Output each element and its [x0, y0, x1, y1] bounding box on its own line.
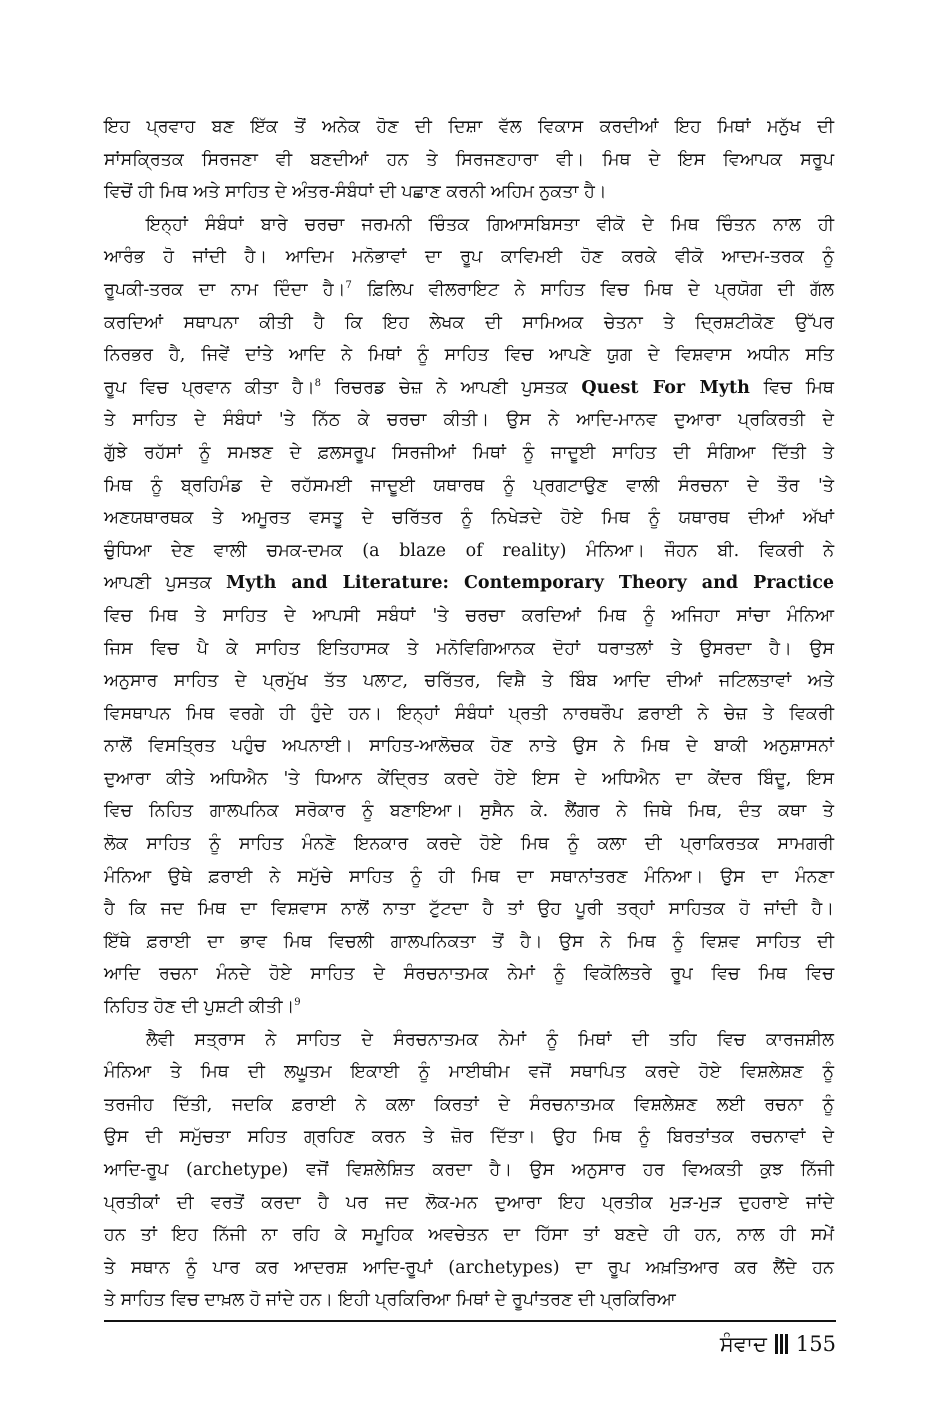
line: ਹੈ ਕਿ ਜਦ ਮਿਥ ਦਾ ਵਿਸ਼ਵਾਸ ਨਾਲੋਂ ਨਾਤਾ ਟੁੱਟਦਾ ਹੈ ਤਾਂ ਉਹ ਪੂਰੀ ਤਰ੍ਹਾਂ ਸਾਹਿਤਕ ਹੋ ਜਾਂਦੀ ਹੈ।: [104, 899, 834, 920]
book-title-quest-for-myth: Quest For Myth: [581, 377, 750, 398]
line: ਹਨ ਤਾਂ ਇਹ ਨਿੱਜੀ ਨਾ ਰਹਿ ਕੇ ਸਮੂਹਿਕ ਅਵਚੇਤਨ ਦਾ ਹਿੱਸਾ ਤਾਂ ਬਣਦੇ ਹੀ ਹਨ, ਨਾਲ ਹੀ ਸਮੇਂ: [104, 1225, 834, 1246]
paragraph-1: [104, 111, 834, 209]
paragraph-3: [104, 1024, 834, 1317]
line: ਉਸ ਦੀ ਸਮੁੱਚਤਾ ਸਹਿਤ ਗ੍ਰਹਿਣ ਕਰਨ ਤੇ ਜ਼ੋਰ ਦਿੱਤਾ। ਉਹ ਮਿਥ ਨੂੰ ਬਿਰਤਾਂਤਕ ਰਚਨਾਵਾਂ ਦੇ: [104, 1127, 834, 1148]
line: ਮੰਨਿਆ ਤੇ ਮਿਥ ਦੀ ਲਘੂਤਮ ਇਕਾਈ ਨੂੰ ਮਾਈਥੀਮ ਵਜੋਂ ਸਥਾਪਿਤ ਕਰਦੇ ਹੋਏ ਵਿਸ਼ਲੇਸ਼ਣ ਨੂੰ: [104, 1062, 834, 1083]
footnote-ref-7: 7: [345, 280, 352, 292]
line: ਲੈਵੀ ਸਤ੍ਰਾਸ ਨੇ ਸਾਹਿਤ ਦੇ ਸੰਰਚਨਾਤਮਕ ਨੇਮਾਂ ਨੂੰ ਮਿਥਾਂ ਦੀ ਤਹਿ ਵਿਚ ਕਾਰਜਸ਼ੀਲ: [146, 1029, 834, 1050]
line: ਵਿਸਥਾਪਨ ਮਿਥ ਵਰਗੇ ਹੀ ਹੁੰਦੇ ਹਨ। ਇਨ੍ਹਾਂ ਸੰਬੰਧਾਂ ਪ੍ਰਤੀ ਨਾਰਥਰੌਪ ਫ਼ਰਾਈ ਨੇ ਚੇਜ਼ ਤੇ ਵਿਕਰੀ: [104, 703, 834, 724]
line: ਗੁੱਝੇ ਰਹੱਸਾਂ ਨੂੰ ਸਮਝਣ ਦੇ ਫ਼ਲਸਰੂਪ ਸਿਰਜੀਆਂ ਮਿਥਾਂ ਨੂੰ ਜਾਦੂਈ ਸਾਹਿਤ ਦੀ ਸੰਗਿਆ ਦਿੱਤੀ ਤੇ: [104, 442, 834, 463]
line: ਨਾਲੋਂ ਵਿਸਤ੍ਰਿਤ ਪਹੁੰਚ ਅਪਨਾਈ। ਸਾਹਿਤ-ਆਲੋਚਕ ਹੋਣ ਨਾਤੇ ਉਸ ਨੇ ਮਿਥ ਦੇ ਬਾਕੀ ਅਨੁਸ਼ਾਸਨਾਂ: [104, 736, 834, 757]
line: ਚੁੰਧਿਆ ਦੇਣ ਵਾਲੀ ਚਮਕ-ਦਮਕ (a blaze of reality) ਮੰਨਿਆ। ਜੌਹਨ ਬੀ. ਵਿਕਰੀ ਨੇ: [104, 540, 834, 561]
line: ਕਰਦਿਆਂ ਸਥਾਪਨਾ ਕੀਤੀ ਹੈ ਕਿ ਇਹ ਲੇਖਕ ਦੀ ਸਾਮਿਅਕ ਚੇਤਨਾ ਤੇ ਦ੍ਰਿਸ਼ਟੀਕੋਣ ਉੱਪਰ: [104, 312, 834, 333]
line: ਅਣਯਥਾਰਥਕ ਤੇ ਅਮੂਰਤ ਵਸਤੂ ਦੇ ਚਰਿੱਤਰ ਨੂੰ ਨਿਖੇੜਦੇ ਹੋਏ ਮਿਥ ਨੂੰ ਯਥਾਰਥ ਦੀਆਂ ਅੱਖਾਂ: [104, 508, 834, 529]
line: ਤਰਜੀਹ ਦਿੱਤੀ, ਜਦਕਿ ਫ਼ਰਾਈ ਨੇ ਕਲਾ ਕਿਰਤਾਂ ਦੇ ਸੰਰਚਨਾਤਮਕ ਵਿਸ਼ਲੇਸ਼ਣ ਲਈ ਰਚਨਾ ਨੂੰ: [104, 1094, 834, 1115]
line-text: ਆਪਣੀ ਪੁਸਤਕ: [104, 573, 226, 594]
line: ਅਨੁਸਾਰ ਸਾਹਿਤ ਦੇ ਪ੍ਰਮੁੱਖ ਤੱਤ ਪਲਾਟ, ਚਰਿੱਤਰ, ਵਿਸ਼ੈ ਤੇ ਬਿੰਬ ਆਦਿ ਦੀਆਂ ਜਟਿਲਤਾਵਾਂ ਅਤੇ: [104, 671, 834, 692]
journal-name: ਸੰਵਾਦ: [719, 1332, 767, 1356]
line: ਪ੍ਰਤੀਕਾਂ ਦੀ ਵਰਤੋਂ ਕਰਦਾ ਹੈ ਪਰ ਜਦ ਲੋਕ-ਮਨ ਦੁਆਰਾ ਇਹ ਪ੍ਰਤੀਕ ਮੁੜ-ਮੁੜ ਦੁਹਰਾਏ ਜਾਂਦੇ: [104, 1192, 834, 1213]
line: ਇਨ੍ਹਾਂ ਸੰਬੰਧਾਂ ਬਾਰੇ ਚਰਚਾ ਜਰਮਨੀ ਚਿੰਤਕ ਗਿਆਸਬਿਸਤਾ ਵੀਕੋ ਦੇ ਮਿਥ ਚਿੰਤਨ ਨਾਲ ਹੀ: [146, 214, 834, 235]
line-text: ਫ਼ਿਲਿਪ ਵੀਲਰਾਇਟ ਨੇ ਸਾਹਿਤ ਵਿਚ ਮਿਥ ਦੇ ਪ੍ਰਯੋਗ ਦੀ ਗੱਲ: [351, 279, 834, 300]
book-title-myth-and-literature: Myth and Literature: Contemporary Theory and Practice: [226, 573, 834, 594]
line: ਜਿਸ ਵਿਚ ਪੈ ਕੇ ਸਾਹਿਤ ਇਤਿਹਾਸਕ ਤੇ ਮਨੋਵਿਗਿਆਨਕ ਦੋਹਾਂ ਧਰਾਤਲਾਂ ਤੇ ਉਸਰਦਾ ਹੈ। ਉਸ: [104, 638, 834, 659]
line: [104, 567, 834, 600]
line: ਤੇ ਸਾਹਿਤ ਵਿਚ ਦਾਖ਼ਲ ਹੋ ਜਾਂਦੇ ਹਨ। ਇਹੀ ਪ੍ਰਕਿਰਿਆ ਮਿਥਾਂ ਦੇ ਰੂਪਾਂਤਰਣ ਦੀ ਪ੍ਰਕਿਰਿਆ: [104, 1290, 676, 1311]
footer-rule: [104, 1320, 836, 1322]
line: [104, 274, 834, 307]
line: ਦੁਆਰਾ ਕੀਤੇ ਅਧਿਐਨ 'ਤੇ ਧਿਆਨ ਕੇਂਦ੍ਰਿਤ ਕਰਦੇ ਹੋਏ ਇਸ ਦੇ ਅਧਿਐਨ ਦਾ ਕੇਂਦਰ ਬਿੰਦੂ, ਇਸ: [104, 768, 834, 789]
line: ਤੇ ਸਾਹਿਤ ਦੇ ਸੰਬੰਧਾਂ 'ਤੇ ਨਿੱਠ ਕੇ ਚਰਚਾ ਕੀਤੀ। ਉਸ ਨੇ ਆਦਿ-ਮਾਨਵ ਦੁਆਰਾ ਪ੍ਰਕਿਰਤੀ ਦੇ: [104, 410, 834, 431]
line-text: ਰੂਪਕੀ-ਤਰਕ ਦਾ ਨਾਮ ਦਿੰਦਾ ਹੈ।: [104, 279, 346, 300]
line: ਨਿਰਭਰ ਹੈ, ਜਿਵੇਂ ਦਾਂਤੇ ਆਦਿ ਨੇ ਮਿਥਾਂ ਨੂੰ ਸਾਹਿਤ ਵਿਚ ਆਪਣੇ ਯੁਗ ਦੇ ਵਿਸ਼ਵਾਸ ਅਧੀਨ ਸਤਿ: [104, 345, 834, 366]
line: ਵਿਚ ਨਿਹਿਤ ਗਾਲਪਨਿਕ ਸਰੋਕਾਰ ਨੂੰ ਬਣਾਇਆ। ਸੁਸੈਨ ਕੇ. ਲੈਂਗਰ ਨੇ ਜਿਥੇ ਮਿਥ, ਦੰਤ ਕਥਾ ਤੇ: [104, 801, 834, 822]
line-text: ਰਿਚਰਡ ਚੇਜ਼ ਨੇ ਆਪਣੀ ਪੁਸਤਕ: [321, 377, 582, 398]
page-footer: [720, 1330, 836, 1358]
footnote-ref-9: 9: [294, 997, 301, 1009]
line: ਆਰੰਭ ਹੋ ਜਾਂਦੀ ਹੈ। ਆਦਿਮ ਮਨੋਭਾਵਾਂ ਦਾ ਰੂਪ ਕਾਵਿਮਈ ਹੋਣ ਕਰਕੇ ਵੀਕੋ ਆਦਮ-ਤਰਕ ਨੂੰ: [104, 247, 834, 268]
bars-icon: [775, 1334, 788, 1354]
line-text: ਨਿਹਿਤ ਹੋਣ ਦੀ ਪੁਸ਼ਟੀ ਕੀਤੀ।: [104, 997, 295, 1018]
line: ਆਦਿ ਰਚਨਾ ਮੰਨਦੇ ਹੋਏ ਸਾਹਿਤ ਦੇ ਸੰਰਚਨਾਤਮਕ ਨੇਮਾਂ ਨੂੰ ਵਿਕੋਲਿਤਰੇ ਰੂਪ ਵਿਚ ਮਿਥ ਵਿਚ: [104, 964, 834, 985]
paragraph-2: [104, 209, 834, 1024]
page-number: 155: [795, 1332, 836, 1356]
page-body: [104, 111, 834, 1317]
line: ਵਿਚੋਂ ਹੀ ਮਿਥ ਅਤੇ ਸਾਹਿਤ ਦੇ ਅੰਤਰ-ਸੰਬੰਧਾਂ ਦੀ ਪਛਾਣ ਕਰਨੀ ਅਹਿਮ ਨੁਕਤਾ ਹੈ।: [104, 182, 607, 203]
line: ਮਿਥ ਨੂੰ ਬ੍ਰਹਿਮੰਡ ਦੇ ਰਹੱਸਮਈ ਜਾਦੂਈ ਯਥਾਰਥ ਨੂੰ ਪ੍ਰਗਟਾਉਣ ਵਾਲੀ ਸੰਰਚਨਾ ਦੇ ਤੌਰ 'ਤੇ: [104, 475, 834, 496]
line: ਤੇ ਸਥਾਨ ਨੂੰ ਪਾਰ ਕਰ ਆਦਰਸ਼ ਆਦਿ-ਰੂਪਾਂ (archetypes) ਦਾ ਰੂਪ ਅਖ਼ਤਿਆਰ ਕਰ ਲੈਂਦੇ ਹਨ: [104, 1257, 834, 1278]
line-text: ਰੂਪ ਵਿਚ ਪ੍ਰਵਾਨ ਕੀਤਾ ਹੈ।: [104, 377, 315, 398]
line: ਆਦਿ-ਰੂਪ (archetype) ਵਜੋਂ ਵਿਸ਼ਲੇਸ਼ਿਤ ਕਰਦਾ ਹੈ। ਉਸ ਅਨੁਸਾਰ ਹਰ ਵਿਅਕਤੀ ਕੁਝ ਨਿੱਜੀ: [104, 1160, 834, 1180]
line-text: ਵਿਚ ਮਿਥ: [749, 377, 834, 398]
line: ਲੋਕ ਸਾਹਿਤ ਨੂੰ ਸਾਹਿਤ ਮੰਨਣੋ ਇਨਕਾਰ ਕਰਦੇ ਹੋਏ ਮਿਥ ਨੂੰ ਕਲਾ ਦੀ ਪ੍ਰਾਕਿਰਤਕ ਸਾਮਗਰੀ: [104, 834, 834, 855]
line: ਇਹ ਪ੍ਰਵਾਹ ਬਣ ਇੱਕ ਤੋਂ ਅਨੇਕ ਹੋਣ ਦੀ ਦਿਸ਼ਾ ਵੱਲ ਵਿਕਾਸ ਕਰਦੀਆਂ ਇਹ ਮਿਥਾਂ ਮਨੁੱਖ ਦੀ: [104, 117, 834, 137]
line: ਮੰਨਿਆ ਉਥੇ ਫ਼ਰਾਈ ਨੇ ਸਮੁੱਚੇ ਸਾਹਿਤ ਨੂੰ ਹੀ ਮਿਥ ਦਾ ਸਥਾਨਾਂਤਰਣ ਮੰਨਿਆ। ਉਸ ਦਾ ਮੰਨਣਾ: [104, 866, 834, 887]
line: [104, 372, 834, 405]
footnote-ref-8: 8: [314, 377, 322, 389]
line: [104, 991, 834, 1024]
line: ਸਾਂਸਕ੍ਰਿਤਕ ਸਿਰਜਣਾ ਵੀ ਬਣਦੀਆਂ ਹਨ ਤੇ ਸਿਰਜਣਹਾਰਾ ਵੀ। ਮਿਥ ਦੇ ਇਸ ਵਿਆਪਕ ਸਰੂਪ: [104, 149, 834, 170]
line: ਇੱਥੇ ਫ਼ਰਾਈ ਦਾ ਭਾਵ ਮਿਥ ਵਿਚਲੀ ਗਾਲਪਨਿਕਤਾ ਤੋਂ ਹੈ। ਉਸ ਨੇ ਮਿਥ ਨੂੰ ਵਿਸ਼ਵ ਸਾਹਿਤ ਦੀ: [104, 931, 834, 952]
line: ਵਿਚ ਮਿਥ ਤੇ ਸਾਹਿਤ ਦੇ ਆਪਸੀ ਸਬੰਧਾਂ 'ਤੇ ਚਰਚਾ ਕਰਦਿਆਂ ਮਿਥ ਨੂੰ ਅਜਿਹਾ ਸਾਂਚਾ ਮੰਨਿਆ: [104, 605, 834, 626]
